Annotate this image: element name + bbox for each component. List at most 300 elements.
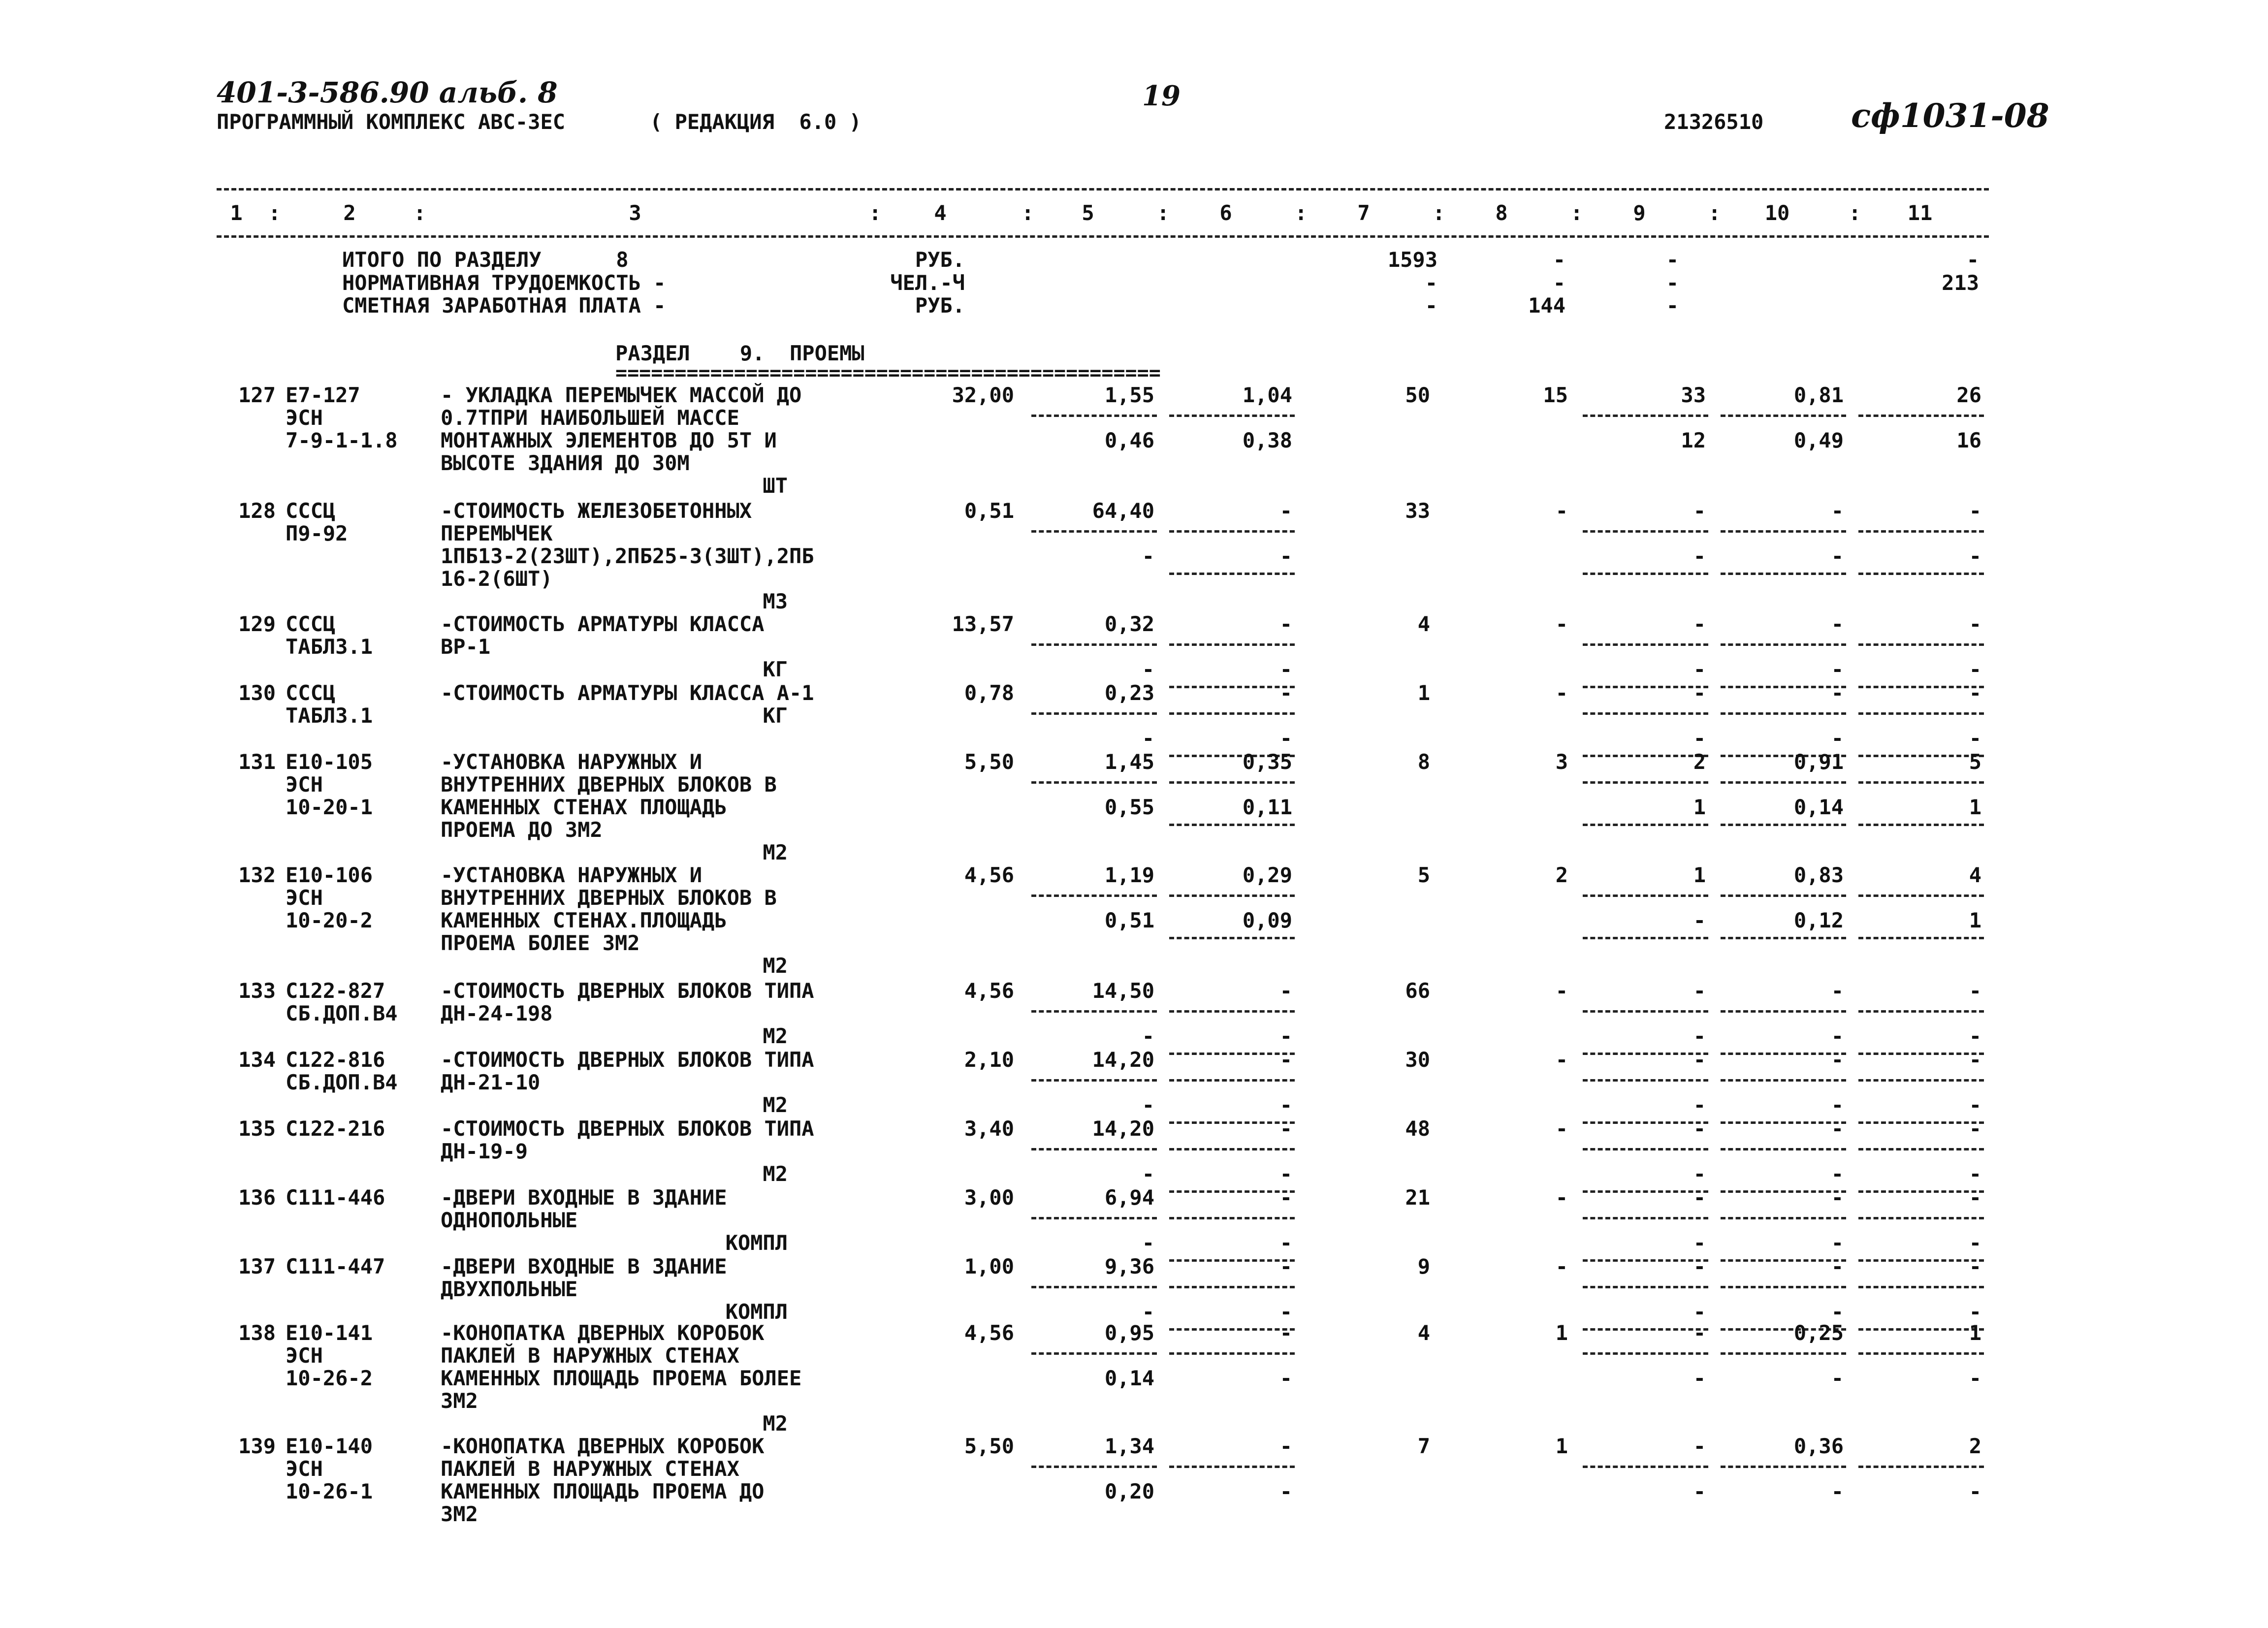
value-c6: 1,04 — [1242, 383, 1292, 407]
work-description: ПРОЕМА ДО 3М2 — [441, 818, 603, 842]
row-number: 138 — [238, 1321, 276, 1345]
sub-value-c10: - — [1831, 1231, 1844, 1255]
value-c8: 3 — [1555, 750, 1568, 774]
value-c6: 0,35 — [1242, 750, 1292, 774]
quantity: 13,57 — [952, 612, 1014, 636]
rate-code: 10-26-1 — [286, 1479, 373, 1503]
value-divider — [1169, 712, 1295, 715]
value-c7: 5 — [1417, 863, 1430, 887]
unit-of-measure: М2 — [763, 1162, 788, 1186]
sub-value-c11: - — [1969, 1024, 1981, 1048]
sub-value-c11: - — [1969, 544, 1981, 568]
row-number: 132 — [238, 863, 276, 887]
value-c10: - — [1831, 612, 1844, 636]
value-c6: - — [1279, 1185, 1292, 1210]
sub-value-c6: 0,09 — [1242, 908, 1292, 932]
value-divider — [1721, 1352, 1846, 1355]
work-description: ПЕРЕМЫЧЕК — [441, 521, 553, 545]
value-c8: - — [1555, 1117, 1568, 1141]
sub-value-c9: - — [1693, 544, 1706, 568]
value-c11: 2 — [1969, 1434, 1981, 1458]
col-header-4: 4 — [934, 201, 947, 225]
rate-code: Е10-105 — [286, 750, 373, 774]
rate-code: ЭСН — [286, 1343, 323, 1368]
value-divider — [1721, 712, 1846, 715]
value-divider — [1031, 781, 1157, 784]
rate-code: 10-20-1 — [286, 795, 373, 819]
rate-code: Е7-127 — [286, 383, 360, 407]
value-c7: 4 — [1417, 1321, 1430, 1345]
value-c8: 15 — [1543, 383, 1568, 407]
value-divider — [1169, 1148, 1295, 1150]
quantity: 32,00 — [952, 383, 1014, 407]
sub-value-c10: - — [1831, 544, 1844, 568]
value-c8: - — [1555, 499, 1568, 523]
value-divider — [1583, 415, 1708, 417]
value-c8: - — [1555, 1254, 1568, 1278]
row-number: 128 — [238, 499, 276, 523]
value-c7: 50 — [1405, 383, 1430, 407]
total-label: НОРМАТИВНАЯ ТРУДОЕМКОСТЬ - — [342, 271, 666, 295]
value-divider — [1031, 530, 1157, 533]
edition-label: ( РЕДАКЦИЯ 6.0 ) — [650, 110, 862, 134]
section-title: РАЗДЕЛ 9. ПРОЕМЫ — [615, 341, 864, 365]
rate-code: СССЦ — [286, 681, 336, 705]
value-c10: - — [1831, 1185, 1844, 1210]
quantity: 5,50 — [964, 750, 1014, 774]
total-col11: - — [1966, 248, 1979, 272]
sub-value-c10: - — [1831, 1300, 1844, 1324]
value-c8: - — [1555, 1048, 1568, 1072]
value-divider — [1721, 573, 1846, 575]
work-description: -СТОИМОСТЬ ДВЕРНЫХ БЛОКОВ ТИПА — [441, 1117, 814, 1141]
work-description: 0.7ТПРИ НАИБОЛЬШЕЙ МАССЕ — [441, 406, 739, 430]
value-divider — [1169, 1352, 1295, 1355]
rate-code: 10-26-2 — [286, 1366, 373, 1390]
sub-value-c6: - — [1279, 657, 1292, 681]
sub-value-c5: 0,51 — [1104, 908, 1154, 932]
quantity: 4,56 — [964, 863, 1014, 887]
value-divider — [1583, 937, 1708, 939]
work-description: КАМЕННЫХ ПЛОЩАДЬ ПРОЕМА ДО — [441, 1479, 765, 1503]
value-divider — [1721, 530, 1846, 533]
value-divider — [1583, 781, 1708, 784]
row-number: 127 — [238, 383, 276, 407]
value-divider — [1721, 781, 1846, 784]
value-divider — [1031, 1148, 1157, 1150]
col-header-1: 1 — [230, 201, 243, 225]
value-divider — [1721, 1466, 1846, 1468]
value-divider — [1858, 1352, 1984, 1355]
value-divider — [1583, 1010, 1708, 1013]
sub-value-c11: - — [1969, 1479, 1981, 1503]
total-unit: ЧЕЛ.-Ч — [890, 271, 965, 295]
value-c8: - — [1555, 681, 1568, 705]
value-c6: - — [1279, 1048, 1292, 1072]
work-description: -СТОИМОСТЬ ДВЕРНЫХ БЛОКОВ ТИПА — [441, 1048, 814, 1072]
row-number: 134 — [238, 1048, 276, 1072]
value-c6: - — [1279, 1117, 1292, 1141]
value-c8: - — [1555, 979, 1568, 1003]
work-description: -СТОИМОСТЬ АРМАТУРЫ КЛАССА А-1 — [441, 681, 814, 705]
value-divider — [1858, 894, 1984, 897]
total-col8: - — [1553, 248, 1565, 272]
value-c9: 33 — [1681, 383, 1706, 407]
value-c10: - — [1831, 681, 1844, 705]
value-c11: - — [1969, 499, 1981, 523]
sub-value-c9: - — [1693, 657, 1706, 681]
sub-value-c10: - — [1831, 1162, 1844, 1186]
work-description: ДН-24-198 — [441, 1001, 553, 1025]
quantity: 2,10 — [964, 1048, 1014, 1072]
value-c10: - — [1831, 499, 1844, 523]
unit-of-measure: М2 — [763, 1411, 788, 1436]
value-c9: - — [1693, 1048, 1706, 1072]
value-c5: 0,23 — [1104, 681, 1154, 705]
quantity: 4,56 — [964, 979, 1014, 1003]
value-divider — [1858, 643, 1984, 646]
value-divider — [1169, 1466, 1295, 1468]
quantity: 3,00 — [964, 1185, 1014, 1210]
value-divider — [1031, 1217, 1157, 1219]
value-c9: - — [1693, 612, 1706, 636]
rate-code: Е10-140 — [286, 1434, 373, 1458]
sub-value-c6: - — [1279, 1366, 1292, 1390]
sub-value-c5: - — [1142, 1093, 1154, 1117]
value-divider — [1858, 1148, 1984, 1150]
value-divider — [1583, 894, 1708, 897]
row-number: 139 — [238, 1434, 276, 1458]
total-col8: - — [1553, 271, 1565, 295]
rate-code: Е10-106 — [286, 863, 373, 887]
value-divider — [1169, 643, 1295, 646]
work-description: -СТОИМОСТЬ ЖЕЛЕЗОБЕТОННЫХ — [441, 499, 752, 523]
value-c11: 5 — [1969, 750, 1981, 774]
rate-code: СБ.ДОП.В4 — [286, 1001, 398, 1025]
value-divider — [1031, 1466, 1157, 1468]
rate-code: ЭСН — [286, 1457, 323, 1481]
value-divider — [1721, 1217, 1846, 1219]
value-c8: 2 — [1555, 863, 1568, 887]
sub-value-c9: - — [1693, 1479, 1706, 1503]
rate-code: 7-9-1-1.8 — [286, 428, 398, 452]
work-description: -СТОИМОСТЬ ДВЕРНЫХ БЛОКОВ ТИПА — [441, 979, 814, 1003]
work-description: ВР-1 — [441, 635, 491, 659]
quantity: 5,50 — [964, 1434, 1014, 1458]
value-c5: 6,94 — [1104, 1185, 1154, 1210]
work-description: 1ПБ13-2(23ШТ),2ПБ25-3(3ШТ),2ПБ — [441, 544, 814, 568]
value-divider — [1031, 1079, 1157, 1082]
value-c5: 14,20 — [1092, 1117, 1154, 1141]
row-number: 131 — [238, 750, 276, 774]
sub-value-c10: - — [1831, 726, 1844, 750]
work-description: ВЫСОТЕ ЗДАНИЯ ДО 30М — [441, 451, 690, 475]
value-divider — [1169, 781, 1295, 784]
value-c9: 1 — [1693, 863, 1706, 887]
unit-of-measure: КОМПЛ — [725, 1300, 788, 1324]
value-divider — [1721, 1148, 1846, 1150]
work-description: ДН-19-9 — [441, 1139, 528, 1163]
sub-value-c5: - — [1142, 1162, 1154, 1186]
value-divider — [1721, 643, 1846, 646]
rate-code: СБ.ДОП.В4 — [286, 1070, 398, 1094]
sub-value-c11: - — [1969, 1300, 1981, 1324]
value-c10: 0,81 — [1793, 383, 1844, 407]
rate-code: СССЦ — [286, 499, 336, 523]
value-c9: - — [1693, 1117, 1706, 1141]
unit-of-measure: М2 — [763, 1093, 788, 1117]
value-divider — [1721, 1079, 1846, 1082]
value-divider — [1721, 937, 1846, 939]
sub-value-c5: - — [1142, 657, 1154, 681]
value-c6: - — [1279, 499, 1292, 523]
rate-code: П9-92 — [286, 521, 348, 545]
value-divider — [1169, 415, 1295, 417]
value-c11: - — [1969, 1117, 1981, 1141]
document-code: 401-3-586.90 альб. 8 — [217, 76, 558, 109]
work-description: -КОНОПАТКА ДВЕРНЫХ КОРОБОК — [441, 1434, 765, 1458]
value-c10: 0,91 — [1793, 750, 1844, 774]
value-c10: 0,36 — [1793, 1434, 1844, 1458]
unit-of-measure: КГ — [763, 703, 788, 728]
total-col9: - — [1666, 293, 1679, 318]
unit-of-measure: М2 — [763, 1024, 788, 1048]
rate-code: ТАБЛ3.1 — [286, 703, 373, 728]
sub-value-c11: - — [1969, 726, 1981, 750]
sub-value-c6: 0,11 — [1242, 795, 1292, 819]
value-c6: - — [1279, 979, 1292, 1003]
work-description: -КОНОПАТКА ДВЕРНЫХ КОРОБОК — [441, 1321, 765, 1345]
sub-value-c5: - — [1142, 1231, 1154, 1255]
value-c11: - — [1969, 612, 1981, 636]
sub-value-c9: - — [1693, 1300, 1706, 1324]
value-divider — [1031, 415, 1157, 417]
rate-code: Е10-141 — [286, 1321, 373, 1345]
value-c5: 14,50 — [1092, 979, 1154, 1003]
sub-value-c10: 0,49 — [1793, 428, 1844, 452]
work-description: КАМЕННЫХ ПЛОЩАДЬ ПРОЕМА БОЛЕЕ — [441, 1366, 802, 1390]
total-label: ИТОГО ПО РАЗДЕЛУ 8 — [342, 248, 629, 272]
value-c7: 30 — [1405, 1048, 1430, 1072]
value-divider — [1169, 1286, 1295, 1288]
value-divider — [1583, 573, 1708, 575]
value-c9: - — [1693, 499, 1706, 523]
sub-value-c6: 0,38 — [1242, 428, 1292, 452]
value-c6: - — [1279, 1321, 1292, 1345]
value-divider — [1031, 643, 1157, 646]
sub-value-c5: - — [1142, 544, 1154, 568]
value-divider — [1583, 1079, 1708, 1082]
total-label: СМЕТНАЯ ЗАРАБОТНАЯ ПЛАТА - — [342, 293, 666, 318]
program-name: ПРОГРАММНЫЙ КОМПЛЕКС АВС-3ЕС — [217, 110, 566, 134]
value-divider — [1858, 1079, 1984, 1082]
value-c5: 64,40 — [1092, 499, 1154, 523]
sub-value-c10: - — [1831, 657, 1844, 681]
col-header-7: 7 — [1357, 201, 1370, 225]
work-description: 16-2(6ШТ) — [441, 567, 553, 591]
sub-value-c9: 1 — [1693, 795, 1706, 819]
value-c5: 0,95 — [1104, 1321, 1154, 1345]
work-description: ПАКЛЕЙ В НАРУЖНЫХ СТЕНАХ — [441, 1457, 739, 1481]
sub-value-c10: - — [1831, 1093, 1844, 1117]
value-divider — [1721, 1010, 1846, 1013]
value-divider — [1583, 1217, 1708, 1219]
value-c10: 0,83 — [1793, 863, 1844, 887]
work-description: ВНУТРЕННИХ ДВЕРНЫХ БЛОКОВ В — [441, 886, 777, 910]
value-divider — [1169, 1217, 1295, 1219]
sub-value-c10: - — [1831, 1366, 1844, 1390]
value-divider — [1169, 937, 1295, 939]
sub-value-c11: 1 — [1969, 795, 1981, 819]
sub-value-c5: 0,55 — [1104, 795, 1154, 819]
work-description: ПРОЕМА БОЛЕЕ 3М2 — [441, 931, 640, 955]
sub-value-c9: - — [1693, 908, 1706, 932]
value-c11: - — [1969, 1048, 1981, 1072]
unit-of-measure: ШТ — [763, 474, 788, 498]
value-c9: - — [1693, 1185, 1706, 1210]
work-description: -ДВЕРИ ВХОДНЫЕ В ЗДАНИЕ — [441, 1185, 727, 1210]
value-divider — [1721, 1286, 1846, 1288]
value-c5: 1,34 — [1104, 1434, 1154, 1458]
work-description: 3М2 — [441, 1389, 478, 1413]
total-col7: - — [1425, 293, 1437, 318]
col-header-6: 6 — [1219, 201, 1232, 225]
col-header-8: 8 — [1495, 201, 1508, 225]
sub-value-c5: - — [1142, 726, 1154, 750]
value-divider — [1031, 1352, 1157, 1355]
value-divider — [1583, 712, 1708, 715]
sub-value-c10: 0,14 — [1793, 795, 1844, 819]
value-divider — [1858, 1286, 1984, 1288]
value-c11: 4 — [1969, 863, 1981, 887]
row-number: 129 — [238, 612, 276, 636]
value-divider — [1858, 573, 1984, 575]
value-c7: 9 — [1417, 1254, 1430, 1278]
table-top-rule — [217, 188, 1989, 191]
sub-value-c5: - — [1142, 1300, 1154, 1324]
handwritten-stamp: сф1031-08 — [1851, 96, 2049, 135]
value-c10: - — [1831, 1048, 1844, 1072]
value-divider — [1721, 824, 1846, 826]
sub-value-c9: - — [1693, 726, 1706, 750]
value-c5: 1,19 — [1104, 863, 1154, 887]
quantity: 1,00 — [964, 1254, 1014, 1278]
sub-value-c9: - — [1693, 1093, 1706, 1117]
sub-value-c9: - — [1693, 1231, 1706, 1255]
value-c10: - — [1831, 979, 1844, 1003]
work-description: ДН-21-10 — [441, 1070, 541, 1094]
work-description: ДВУХПОЛЬНЫЕ — [441, 1277, 578, 1301]
value-c7: 4 — [1417, 612, 1430, 636]
sub-value-c5: 0,20 — [1104, 1479, 1154, 1503]
value-c6: 0,29 — [1242, 863, 1292, 887]
rate-code: ЭСН — [286, 886, 323, 910]
value-divider — [1858, 530, 1984, 533]
sub-value-c9: 12 — [1681, 428, 1706, 452]
total-col7: - — [1425, 271, 1437, 295]
total-col9: - — [1666, 271, 1679, 295]
row-number: 137 — [238, 1254, 276, 1278]
value-divider — [1583, 643, 1708, 646]
sub-value-c6: - — [1279, 1300, 1292, 1324]
unit-of-measure: М3 — [763, 589, 788, 613]
value-divider — [1169, 1010, 1295, 1013]
quantity: 4,56 — [964, 1321, 1014, 1345]
sub-value-c9: - — [1693, 1162, 1706, 1186]
row-number: 136 — [238, 1185, 276, 1210]
value-divider — [1858, 1010, 1984, 1013]
value-c11: - — [1969, 1254, 1981, 1278]
sub-value-c6: - — [1279, 1162, 1292, 1186]
value-c6: - — [1279, 612, 1292, 636]
value-c11: - — [1969, 681, 1981, 705]
sub-value-c10: - — [1831, 1479, 1844, 1503]
value-divider — [1858, 1217, 1984, 1219]
work-description: ПАКЛЕЙ В НАРУЖНЫХ СТЕНАХ — [441, 1343, 739, 1368]
row-number: 133 — [238, 979, 276, 1003]
row-number: 130 — [238, 681, 276, 705]
value-c9: - — [1693, 681, 1706, 705]
col-header-11: 11 — [1907, 201, 1933, 225]
sub-value-c11: - — [1969, 1093, 1981, 1117]
sub-value-c6: - — [1279, 1024, 1292, 1048]
value-c10: - — [1831, 1254, 1844, 1278]
work-description: ВНУТРЕННИХ ДВЕРНЫХ БЛОКОВ В — [441, 772, 777, 797]
sub-value-c10: - — [1831, 1024, 1844, 1048]
sub-value-c5: - — [1142, 1024, 1154, 1048]
value-c8: 1 — [1555, 1434, 1568, 1458]
rate-code: С122-816 — [286, 1048, 385, 1072]
value-c9: - — [1693, 1254, 1706, 1278]
value-divider — [1858, 781, 1984, 784]
value-divider — [1858, 937, 1984, 939]
value-c6: - — [1279, 1254, 1292, 1278]
sub-value-c11: 1 — [1969, 908, 1981, 932]
value-c6: - — [1279, 681, 1292, 705]
sub-value-c6: - — [1279, 726, 1292, 750]
total-unit: РУБ. — [915, 293, 965, 318]
work-description: -СТОИМОСТЬ АРМАТУРЫ КЛАССА — [441, 612, 765, 636]
sub-value-c5: 0,46 — [1104, 428, 1154, 452]
value-divider — [1583, 1352, 1708, 1355]
value-divider — [1031, 1286, 1157, 1288]
header-bottom-rule — [217, 235, 1989, 238]
value-divider — [1721, 415, 1846, 417]
value-divider — [1583, 824, 1708, 826]
work-description: МОНТАЖНЫХ ЭЛЕМЕНТОВ ДО 5Т И — [441, 428, 777, 452]
col-header-9: 9 — [1633, 201, 1646, 225]
value-divider — [1583, 1148, 1708, 1150]
value-c7: 66 — [1405, 979, 1430, 1003]
quantity: 0,51 — [964, 499, 1014, 523]
value-c7: 1 — [1417, 681, 1430, 705]
rate-code: ТАБЛ3.1 — [286, 635, 373, 659]
value-divider — [1169, 1079, 1295, 1082]
value-c9: - — [1693, 1434, 1706, 1458]
total-col9: - — [1666, 248, 1679, 272]
value-divider — [1583, 1286, 1708, 1288]
value-divider — [1858, 824, 1984, 826]
total-col8: 144 — [1528, 293, 1565, 318]
work-description: - УКЛАДКА ПЕРЕМЫЧЕК МАССОЙ ДО — [441, 383, 802, 407]
value-divider — [1858, 415, 1984, 417]
value-divider — [1031, 894, 1157, 897]
unit-of-measure: КГ — [763, 657, 788, 681]
value-divider — [1169, 824, 1295, 826]
col-header-3: 3 — [629, 201, 641, 225]
rate-code: 10-20-2 — [286, 908, 373, 932]
value-c7: 48 — [1405, 1117, 1430, 1141]
